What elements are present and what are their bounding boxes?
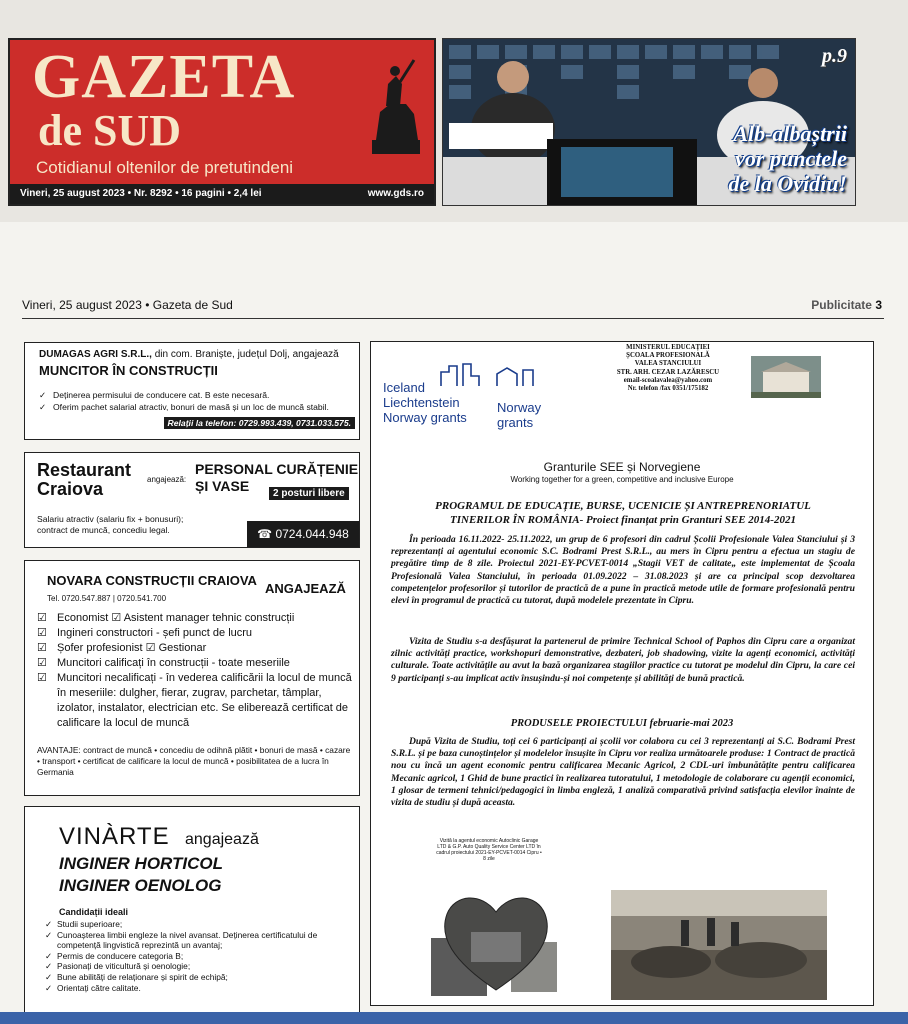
vinarte-req: ✓ Permis de conducere categoria B; xyxy=(45,951,345,962)
vinarte-position: INGINER OENOLOG xyxy=(59,876,222,895)
restaurant-posts-badge: 2 posturi libere xyxy=(269,487,349,500)
issue-bar xyxy=(10,184,434,204)
vinarte-req: ✓ Orientați către calitate. xyxy=(45,983,345,994)
restaurant-benefit: Salariu atractiv (salariu fix + bonusuri); xyxy=(37,514,184,524)
newspaper-tagline: Cotidianul oltenilor de pretutindeni xyxy=(36,158,294,177)
project-announcement xyxy=(370,341,874,1006)
vinarte-brand: VINÀRTE xyxy=(59,823,170,850)
newspaper-title: GAZETA xyxy=(32,43,296,111)
dumagas-requirements xyxy=(39,389,357,413)
hero-headline-line-3: de la Ovidiu! xyxy=(728,171,847,196)
page-reference: p.9 xyxy=(822,45,847,67)
grants-title: Granturile SEE și Norvegiene xyxy=(543,460,701,474)
ad-novara xyxy=(24,560,360,796)
logo-norway-grants: Norway grants xyxy=(383,410,467,425)
vinarte-position: INGINER HORTICOL xyxy=(59,854,224,873)
workshop-scene xyxy=(611,890,827,1000)
school-line: ȘCOALA PROFESIONALĂ xyxy=(626,352,710,360)
photo-caption: Vizită la agentul economic Autoclinic Garage LTD & G.P. Auto Quality Service Center LTD în cadrul proiectului 2021-EY-PCVET-0014 Cipru • 8 zile xyxy=(436,838,542,862)
school-phone: Nr. telefon /fax 0351/175182 xyxy=(627,385,709,393)
vinarte-requirements xyxy=(45,919,345,993)
restaurant-verb: angajează: xyxy=(147,475,187,484)
norway-logo xyxy=(497,400,541,430)
restaurant-benefits xyxy=(37,514,183,536)
novara-job-item: ☑ Muncitori calificați în construcții - toate meseriile xyxy=(37,656,355,671)
school-line: MINISTERUL EDUCAȚIEI xyxy=(626,344,710,351)
logo-grants: grants xyxy=(497,415,534,430)
section-label xyxy=(811,298,882,312)
building-icon xyxy=(751,356,821,398)
novara-benefits: AVANTAJE: contract de muncă • concediu de odihnă plătit • bonuri de masă • cazare • transport • certificat de calificare la locul de muncă • posibilitatea de a lucra în Germania xyxy=(37,745,351,777)
project-paragraph-3: După Vizita de Studiu, toți cei 6 participanți ai școlii vor colabora cu cei 3 reprezentanți ai S.C. Bodrami Prest S.R.L. și pe baza cunoștințelor și modelelor însușite în Cipru vor realiza următoarele produse: 1 Contract de practică nou cu încă un agent economic pentru calificarea Mecanic Agricol, 2 CDL-uri îmbunătățite pentru calificarea Mecanic agricol, 1 Ghid de bune practici în realizarea tutoratului, 1 metodologie de colaborare cu agenții economici, 1 glosar de termeni tehnici/pedagogici în limba engleză, 1 analiză comparativă privind satisfacția elevilor înainte de vizita de studiu și după aceasta. xyxy=(391,736,855,809)
logo-liechtenstein: Liechtenstein xyxy=(383,395,460,410)
novara-phones: Tel. 0720.547.887 | 0720.541.700 xyxy=(47,594,167,603)
horseman-statue-icon xyxy=(366,54,426,158)
dumagas-location: din com. Braniște, județul Dolj, angajează xyxy=(154,349,339,360)
dumagas-req: ✓ Deținerea permisului de conducere cat. B este necesară. xyxy=(39,389,357,401)
logo-norway: Norway xyxy=(497,400,542,415)
restaurant-position-line: PERSONAL CURĂȚENIE xyxy=(195,461,359,477)
restaurant-phone[interactable]: ☎ 0724.044.948 xyxy=(247,521,359,547)
novara-job-item: ☑ Ingineri constructori - șefi punct de lucru xyxy=(37,626,355,641)
novara-job-item: ☑ Muncitori necalificați - în vederea calificării la locul de muncă în meseriile: dulgher, fierar, zugrav, parchetar, tâmplar, izolator, instalator, electrician etc. Se eliberează certificat de calificare la locul de muncă xyxy=(37,671,355,731)
school-header xyxy=(581,344,755,393)
dumagas-req: ✓ Oferim pachet salarial atractiv, bonuri de masă și un loc de muncă stabil. xyxy=(39,401,357,413)
vinarte-req: ✓ Studii superioare; xyxy=(45,919,345,930)
school-email: email-scoalavalea@yahoo.com xyxy=(623,376,713,384)
dumagas-header xyxy=(39,349,339,360)
novara-job-item: ☑ Economist ☑ Asistent manager tehnic construcții xyxy=(37,611,355,626)
vinarte-candidates-heading: Candidații ideali xyxy=(59,907,129,917)
section-name: Publicitate xyxy=(811,298,872,312)
logo-iceland: Iceland xyxy=(383,380,425,395)
vinarte-req: ✓ Bune abilități de relaționare și spirit de echipă; xyxy=(45,972,345,983)
ad-restaurant xyxy=(24,452,360,548)
grants-skyline-icon xyxy=(437,362,553,388)
restaurant-name-line: Craiova xyxy=(37,479,104,499)
project-paragraph-1: În perioada 16.11.2022- 25.11.2022, un grup de 6 profesori din cadrul Școlii Profesionale Valea Stanciului și 3 reprezentanți ai agentului economic S.C. Bodrami Prest S.R.L., au mers în Cipru pentru a efectua un stagiu de pregătire timp de 8 zile. Proiectul 2021-EY-PCVET-0014 „Stagii VET de calitate„ este implementat de Școala Profesională Valea Stanciului, în perioada 01.09.2022 – 31.08.2023 și are ca principal scop dezvoltarea competențelor profesorilor și tutorilor de practică de a pune în practică metode utile de formare profesională pentru elevi în programul de practică cu tutorat, după modelele prezentate în Cipru. xyxy=(391,534,855,607)
ad-dumagas xyxy=(24,342,360,440)
restaurant-name xyxy=(37,461,131,499)
website-link[interactable]: www.gds.ro xyxy=(367,188,424,199)
issue-info: Vineri, 25 august 2023 • Nr. 8292 • 16 pagini • 2,4 lei xyxy=(20,188,262,199)
restaurant-position-line: ȘI VASE xyxy=(195,478,250,494)
school-line: VALEA STANCIULUI xyxy=(634,360,702,368)
products-title: PRODUSELE PROIECTULUI februarie-mai 2023 xyxy=(510,718,734,729)
dumagas-company: DUMAGAS AGRI S.R.L., xyxy=(39,349,152,360)
novara-company: NOVARA CONSTRUCȚII CRAIOVA xyxy=(47,573,257,588)
dumagas-contact: Relații la telefon: 0729.993.439, 0731.033.575. xyxy=(164,417,355,429)
school-building-photo xyxy=(751,356,821,398)
school-line: STR. ARH. CEZAR LAZĂRESCU xyxy=(616,368,720,376)
vinarte-req: ✓ Cunoașterea limbii engleze la nivel avansat. Deținerea certificatului de competență lingvistică reprezintă un avantaj; xyxy=(45,930,345,951)
dumagas-position: MUNCITOR ÎN CONSTRUCȚII xyxy=(39,363,218,378)
vinarte-req: ✓ Pasionați de viticultură și oenologie; xyxy=(45,961,345,972)
program-title: PROGRAMUL DE EDUCAȚIE, BURSE, UCENICIE ȘI ANTREPRENORIATUL TINERILOR ÎN ROMÂNIA- Proiect finanțat prin Granturi SEE 2014-2021 xyxy=(435,500,811,526)
vinarte-positions xyxy=(59,853,223,897)
grants-subtitle: Working together for a green, competitive and inclusive Europe xyxy=(510,475,734,484)
masthead xyxy=(8,38,436,206)
hero-headline xyxy=(728,121,847,196)
heart-photo-collage xyxy=(431,872,561,1002)
newspaper-subtitle: de SUD xyxy=(38,106,182,155)
novara-job-list xyxy=(37,611,355,731)
bottom-ticker-strip xyxy=(0,1012,908,1024)
hero-headline-line-1: Alb-albaștrii xyxy=(733,121,847,146)
hero-teaser[interactable] xyxy=(442,38,856,206)
page-number: 3 xyxy=(875,298,882,312)
ad-vinarte xyxy=(24,806,360,1012)
novara-verb: ANGAJEAZĂ xyxy=(265,581,346,596)
workshop-photo xyxy=(611,890,827,1000)
header-rule xyxy=(22,318,884,319)
project-paragraph-2: Vizita de Studiu s-a desfășurat la partenerul de primire Technical School of Paphos din Cipru care a organizat zilnic activități practice, workshopuri demonstrative, dezbateri, job shadowing, vizite la agenți economici, activități culturale. Toate activitățile au avut la bază organizarea stagiilor practice cu tutorat pe modelul din Cipru, la care cei 9 participanți s-au implicat activ însușindu-și noi competențe și abilități de bună practică. xyxy=(391,636,855,684)
novara-job-item: ☑ Șofer profesionist ☑ Gestionar xyxy=(37,641,355,656)
hero-headline-line-2: vor punctele xyxy=(735,146,847,171)
restaurant-name-line: Restaurant xyxy=(37,460,132,480)
vinarte-verb: angajează xyxy=(185,831,259,848)
restaurant-benefit: contract de muncă, concediu legal. xyxy=(37,525,170,535)
running-header: Vineri, 25 august 2023 • Gazeta de Sud xyxy=(22,298,233,312)
